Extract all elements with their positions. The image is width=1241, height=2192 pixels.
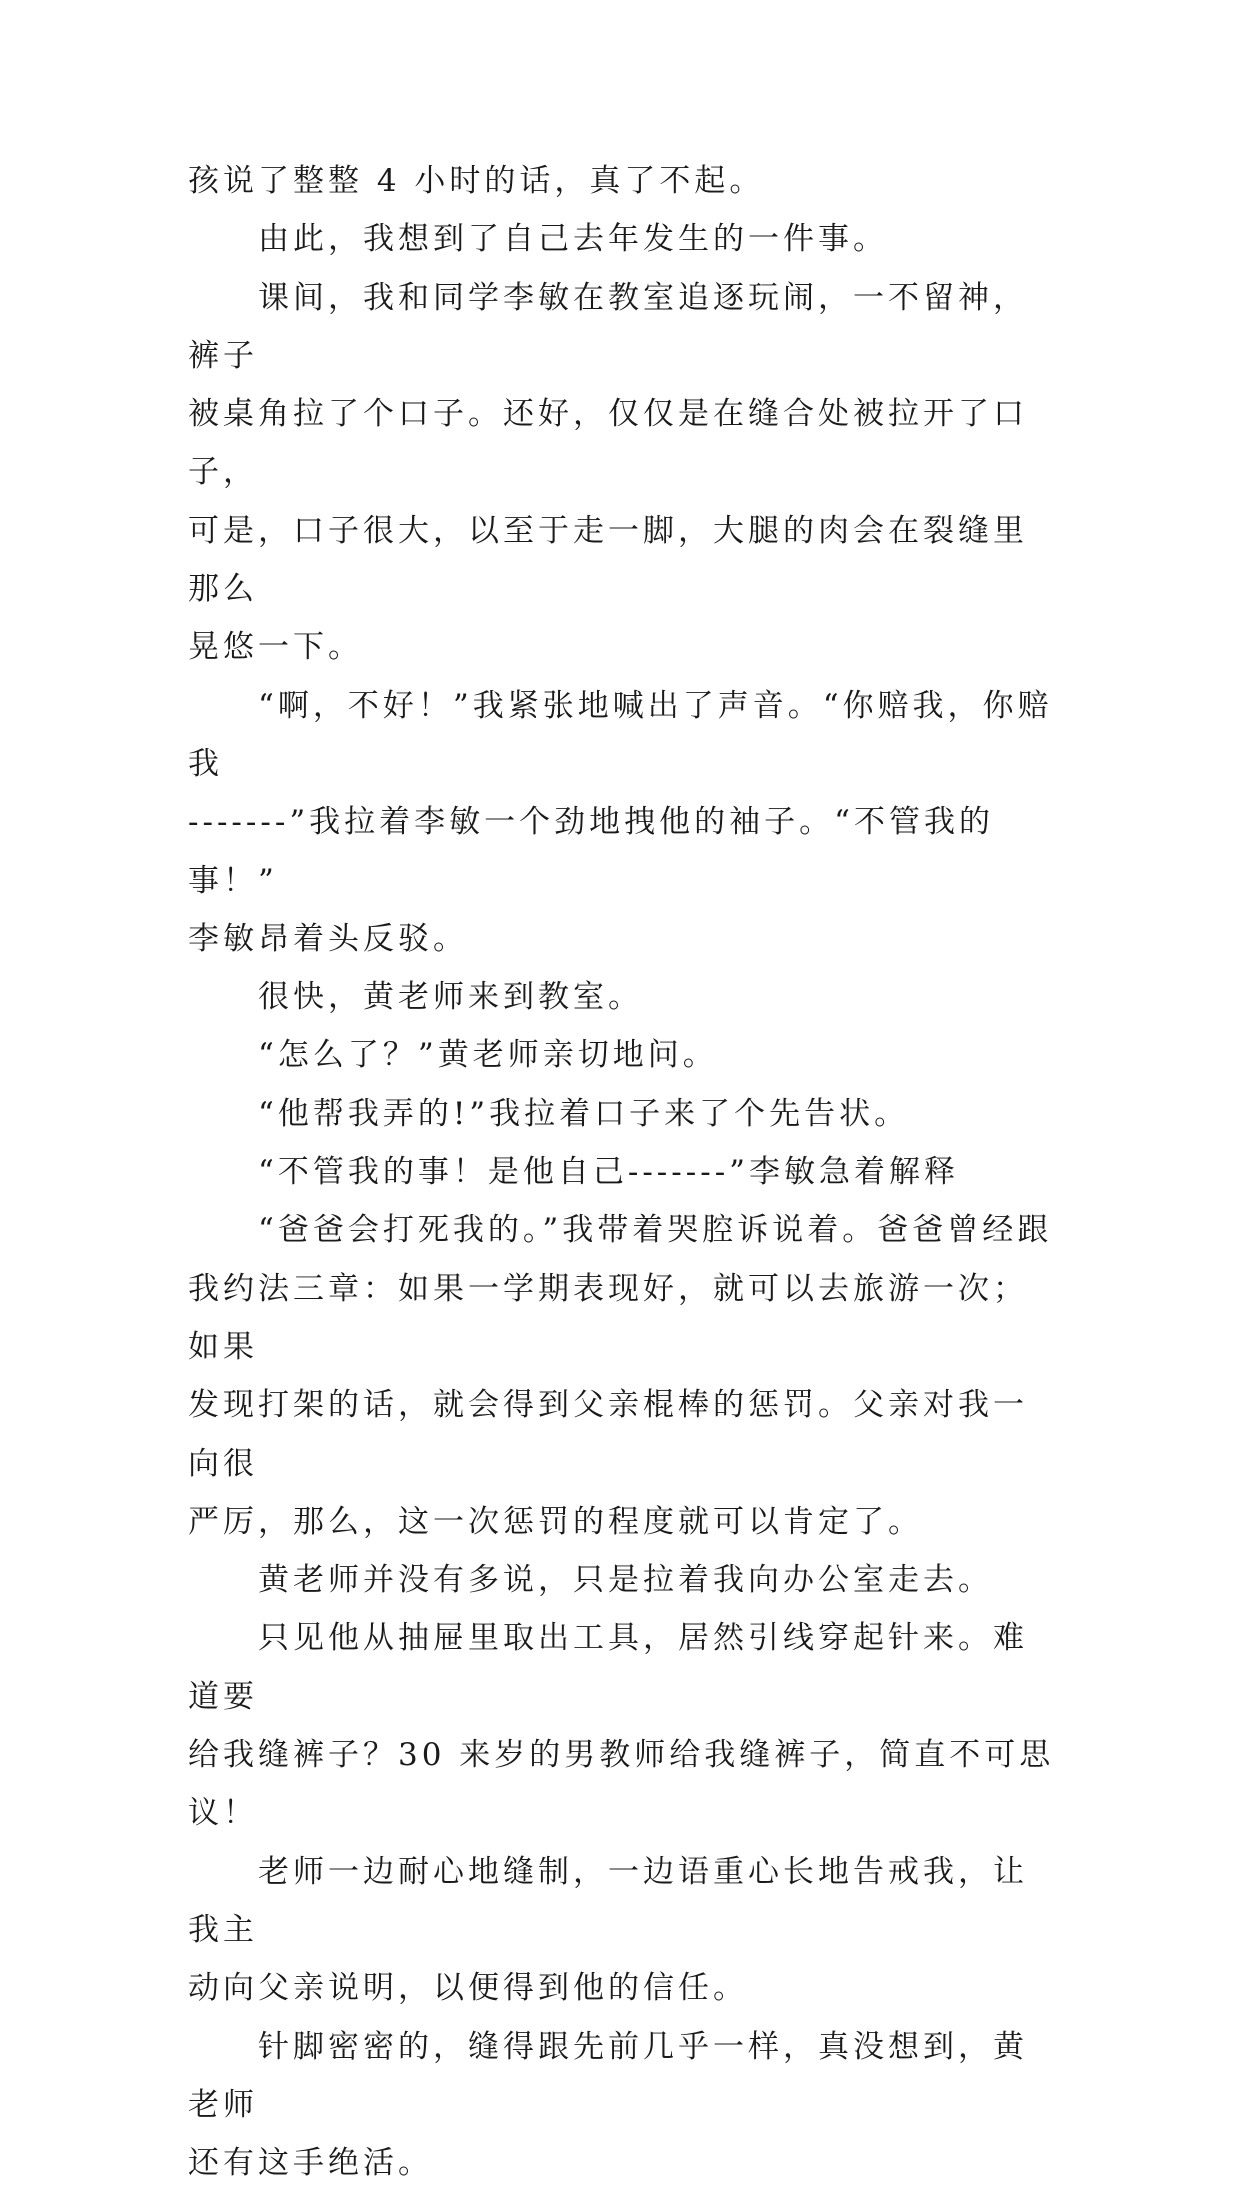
document-body [188, 152, 1058, 2192]
text-line: 被桌角拉了个口子。还好，仅仅是在缝合处被拉开了口子， [188, 396, 1028, 490]
paragraph [188, 968, 1058, 1026]
text-line: “不管我的事！是他自己-------”李敏急着解释 [258, 1154, 959, 1190]
paragraph [188, 2018, 1058, 2192]
paragraph [188, 1143, 1058, 1201]
paragraph [188, 1026, 1058, 1084]
text-line: 晃悠一下。 [188, 629, 363, 665]
text-line: 我约法三章：如果一学期表现好，就可以去旅游一次；如果 [188, 1271, 1028, 1365]
text-line: 黄老师并没有多说，只是拉着我向办公室走去。 [258, 1562, 993, 1598]
paragraph [188, 1085, 1058, 1143]
paragraph [188, 1551, 1058, 1609]
text-line: 还有这手绝活。 [188, 2145, 433, 2181]
paragraph [188, 1843, 1058, 2018]
text-line: -------”我拉着李敏一个劲地拽他的袖子。“不管我的事！” [188, 804, 994, 898]
text-line: “啊，不好！”我紧张地喊出了声音。“你赔我，你赔我 [188, 688, 1053, 782]
paragraph [188, 269, 1058, 677]
paragraph [188, 210, 1058, 268]
paragraph [188, 677, 1058, 968]
text-line: 孩说了整整 4 小时的话，真了不起。 [188, 163, 764, 199]
text-line: 老师一边耐心地缝制，一边语重心长地告戒我，让我主 [188, 1854, 1028, 1948]
text-line: 针脚密密的，缝得跟先前几乎一样，真没想到，黄老师 [188, 2029, 1028, 2123]
text-line: 严厉，那么，这一次惩罚的程度就可以肯定了。 [188, 1504, 923, 1540]
paragraph [188, 1609, 1058, 1842]
text-line: 由此，我想到了自己去年发生的一件事。 [258, 221, 888, 257]
text-line: 可是，口子很大，以至于走一脚，大腿的肉会在裂缝里那么 [188, 513, 1028, 607]
text-line: 很快，黄老师来到教室。 [258, 979, 643, 1015]
paragraph [188, 152, 1058, 210]
text-line: 给我缝裤子？30 来岁的男教师给我缝裤子，简直不可思议！ [188, 1737, 1054, 1831]
text-line: 李敏昂着头反驳。 [188, 921, 468, 957]
paragraph [188, 1201, 1058, 1551]
text-line: “怎么了？”黄老师亲切地问。 [258, 1037, 718, 1073]
text-line: 课间，我和同学李敏在教室追逐玩闹，一不留神，裤子 [188, 280, 1028, 374]
text-line: “他帮我弄的!”我拉着口子来了个先告状。 [258, 1096, 909, 1132]
text-line: 只见他从抽屉里取出工具，居然引线穿起针来。难道要 [188, 1620, 1028, 1714]
text-line: 动向父亲说明，以便得到他的信任。 [188, 1970, 748, 2006]
text-line: 发现打架的话，就会得到父亲棍棒的惩罚。父亲对我一向很 [188, 1387, 1028, 1481]
text-line: “爸爸会打死我的。”我带着哭腔诉说着。爸爸曾经跟 [258, 1212, 1052, 1248]
